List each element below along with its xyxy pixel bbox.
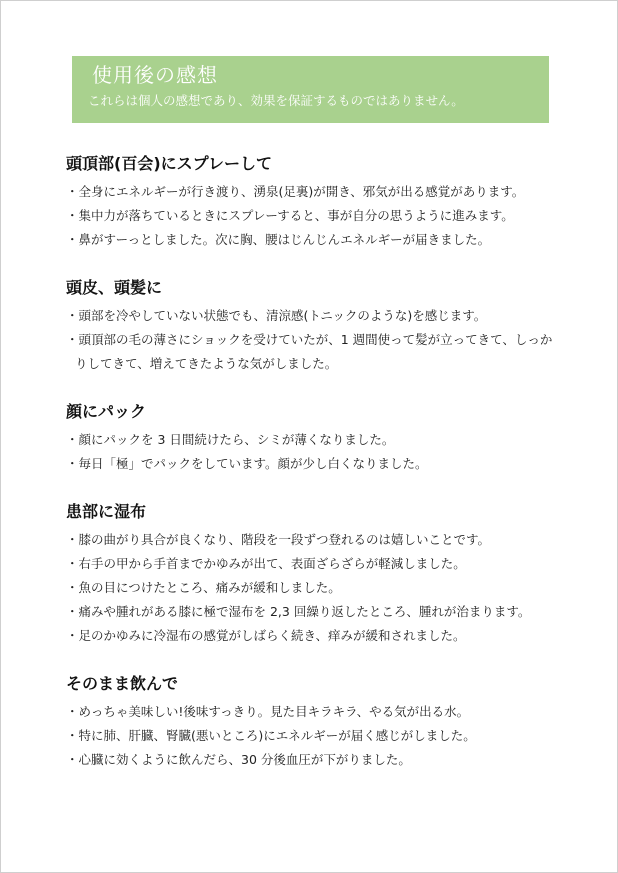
list-item: ・鼻がすーっとしました。次に胸、腰はじんじんエネルギーが届きました。 <box>66 232 491 247</box>
section-scalp-spray <box>66 153 556 252</box>
page-title: 使用後の感想 <box>92 63 218 87</box>
list-item: ・痛みや腫れがある膝に極で湿布を 2,3 回繰り返したところ、腫れが治まります。 <box>66 604 531 619</box>
section-scalp-hair <box>66 277 556 376</box>
section-heading: 頭皮、頭髪に <box>66 278 163 297</box>
list-item: ・特に肺、肝臓、腎臓(悪いところ)にエネルギーが届く感じがしました。 <box>66 728 476 743</box>
list-item: ・集中力が落ちているときにスプレーすると、事が自分の思うように進みます。 <box>66 208 514 223</box>
section-heading: 頭頂部(百会)にスプレーして <box>66 154 272 173</box>
disclaimer-text: これらは個人の感想であり、効果を保証するものではありません。 <box>88 93 464 108</box>
header-banner <box>72 56 549 123</box>
list-item: ・足のかゆみに冷湿布の感覚がしばらく続き、痒みが緩和されました。 <box>66 628 466 643</box>
list-item: ・毎日「極」でパックをしています。顔が少し白くなりました。 <box>66 456 428 471</box>
list-item: ・全身にエネルギーが行き渡り、湧泉(足裏)が開き、邪気が出る感覚があります。 <box>66 184 525 199</box>
section-face-pack <box>66 401 556 476</box>
list-item: ・頭頂部の毛の薄さにショックを受けていたが、1 週間使って髪が立ってきて、しっかりしてきて、増えてきたような気がしました。 <box>66 332 553 371</box>
section-heading: 患部に湿布 <box>66 502 147 521</box>
section-heading: 顔にパック <box>66 402 147 421</box>
section-drink <box>66 673 556 772</box>
list-item: ・頭部を冷やしていない状態でも、清涼感(トニックのような)を感じます。 <box>66 308 487 323</box>
list-item: ・魚の目につけたところ、痛みが緩和しました。 <box>66 580 341 595</box>
section-heading: そのまま飲んで <box>66 674 179 693</box>
testimonials-content <box>66 153 556 797</box>
list-item: ・右手の甲から手首までかゆみが出て、表面ざらざらが軽減しました。 <box>66 556 466 571</box>
list-item: ・めっちゃ美味しい!後味すっきり。見た目キラキラ、やる気が出る水。 <box>66 704 470 719</box>
list-item: ・膝の曲がり具合が良くなり、階段を一段ずつ登れるのは嬉しいことです。 <box>66 532 491 547</box>
list-item: ・心臓に効くように飲んだら、30 分後血圧が下がりました。 <box>66 752 411 767</box>
section-compress <box>66 501 556 648</box>
list-item: ・顔にパックを 3 日間続けたら、シミが薄くなりました。 <box>66 432 395 447</box>
